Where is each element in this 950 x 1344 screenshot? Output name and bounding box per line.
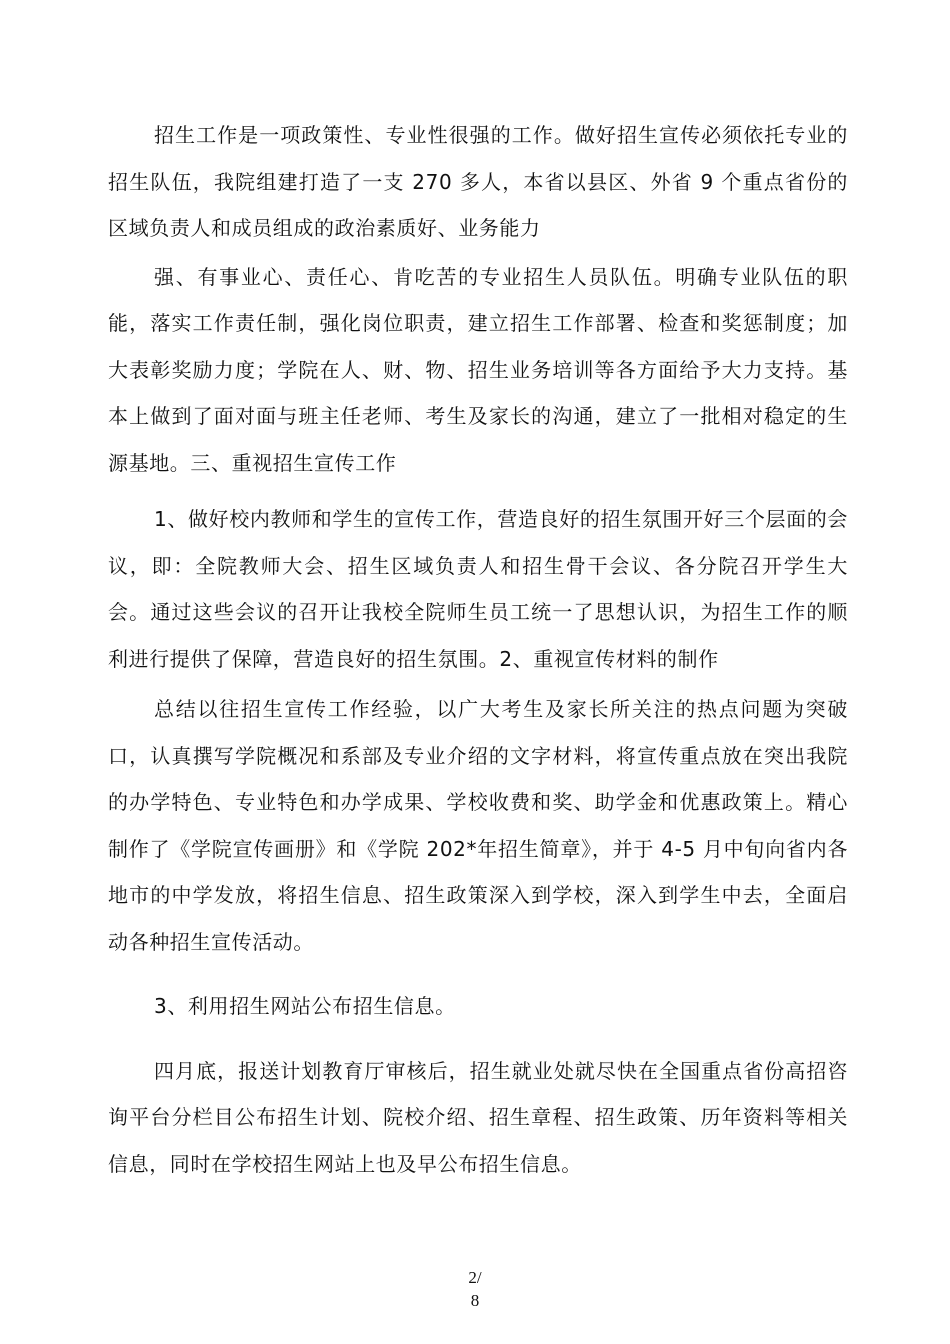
page-number <box>0 1266 950 1312</box>
paragraph-recruitment-team: 招生工作是一项政策性、专业性很强的工作。做好招生宣传必须依托专业的招生队伍，我院组建打造了一支 270 多人，本省以县区、外省 9 个重点省份的区域负责人和成员组成的政治素质好、业务能力 <box>108 123 848 240</box>
page-number-total: 8 <box>470 1291 480 1310</box>
page-number-current: 2/ <box>468 1268 482 1287</box>
paragraph-website-publication: 四月底，报送计划教育厅审核后，招生就业处就尽快在全国重点省份高招咨询平台分栏目公布招生计划、院校介绍、招生章程、招生政策、历年资料等相关信息，同时在学校招生网站上也及早公布招生信息。 <box>108 1058 848 1176</box>
paragraph-publicity-materials: 总结以往招生宣传工作经验，以广大考生及家长所关注的热点问题为突破口，认真撰写学院概况和系部及专业介绍的文字材料，将宣传重点放在突出我院的办学特色、专业特色和办学成果、学校收费和奖、助学金和优惠政策上。精心制作了《学院宣传画册》和《学院 202*年招生简章》，并于 4-5 月中旬向省内各地市的中学发放，将招生信息、招生政策深入到学校，深入到学生中去，全面启动各种招生宣传活动。 <box>108 697 848 954</box>
paragraph-team-duties: 强、有事业心、责任心、肯吃苦的专业招生人员队伍。明确专业队伍的职能，落实工作责任制，强化岗位职责，建立招生工作部署、检查和奖惩制度；加大表彰奖励力度；学院在人、财、物、招生业务培训等各方面给予大力支持。基本上做到了面对面与班主任老师、考生及家长的沟通，建立了一批相对稳定的生源基地。三、重视招生宣传工作 <box>108 264 848 475</box>
document-body <box>108 112 848 1187</box>
paragraph-campus-publicity: 1、做好校内教师和学生的宣传工作，营造良好的招生氛围开好三个层面的会议，即：全院教师大会、招生区域负责人和招生骨干会议、各分院召开学生大会。通过这些会议的召开让我校全院师生员工统一了思想认识，为招生工作的顺利进行提供了保障，营造良好的招生氛围。2、重视宣传材料的制作 <box>108 507 848 671</box>
paragraph-website-heading: 3、利用招生网站公布招生信息。 <box>154 994 456 1018</box>
